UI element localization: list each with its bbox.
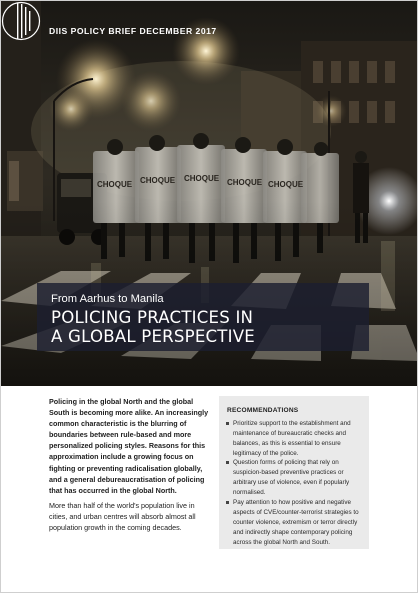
svg-text:CHOQUE: CHOQUE: [97, 180, 133, 189]
recommendations-box: [219, 396, 369, 549]
title-box: [37, 283, 369, 351]
recommendation-item: Question forms of policing that rely on suspicion-based preventive practices or arbitrary use of violence, even if popularly normalised.: [233, 458, 363, 498]
recommendation-item: Pay attention to how positive and negative aspects of CVE/counter-terrorist strategies to counter violence, extremism or terror directly and indirectly shape contemporary policing across the global North and South.: [233, 498, 363, 548]
diis-logo-icon: [1, 1, 41, 41]
cover-photo: [1, 1, 417, 386]
intro-paragraph: Policing in the global North and the global South is becoming more alike. An increasingly common characteristic is the blurring of boundaries between rule-based and more personalized policing styles. Reasons for this approximation include a growing focus on fighting or preventing radicalisation globally, and a general debureaucratisation of policing that has occurred in the global North.: [49, 397, 209, 495]
page-title: [51, 309, 255, 346]
kicker: From Aarhus to Manila: [51, 293, 164, 305]
svg-text:CHOQUE: CHOQUE: [227, 178, 263, 187]
title-line-1: POLICING PRACTICES IN: [51, 308, 254, 327]
svg-text:CHOQUE: CHOQUE: [184, 174, 220, 183]
recommendations-heading: RECOMMENDATIONS: [227, 407, 299, 414]
svg-text:CHOQUE: CHOQUE: [140, 176, 176, 185]
svg-text:CHOQUE: CHOQUE: [268, 180, 304, 189]
recommendation-item: Prioritize support to the establishment and maintenance of bureaucratic checks and balances, as this is essential to ensure legitimacy of the police.: [233, 419, 363, 459]
title-line-2: A GLOBAL PERSPECTIVE: [51, 326, 255, 346]
series-label: DIIS POLICY BRIEF DECEMBER 2017: [49, 26, 217, 36]
body-paragraph: More than half of the world's population live in cities, and urban centres will absorb almost all population growth in the coming decades.: [49, 501, 196, 533]
